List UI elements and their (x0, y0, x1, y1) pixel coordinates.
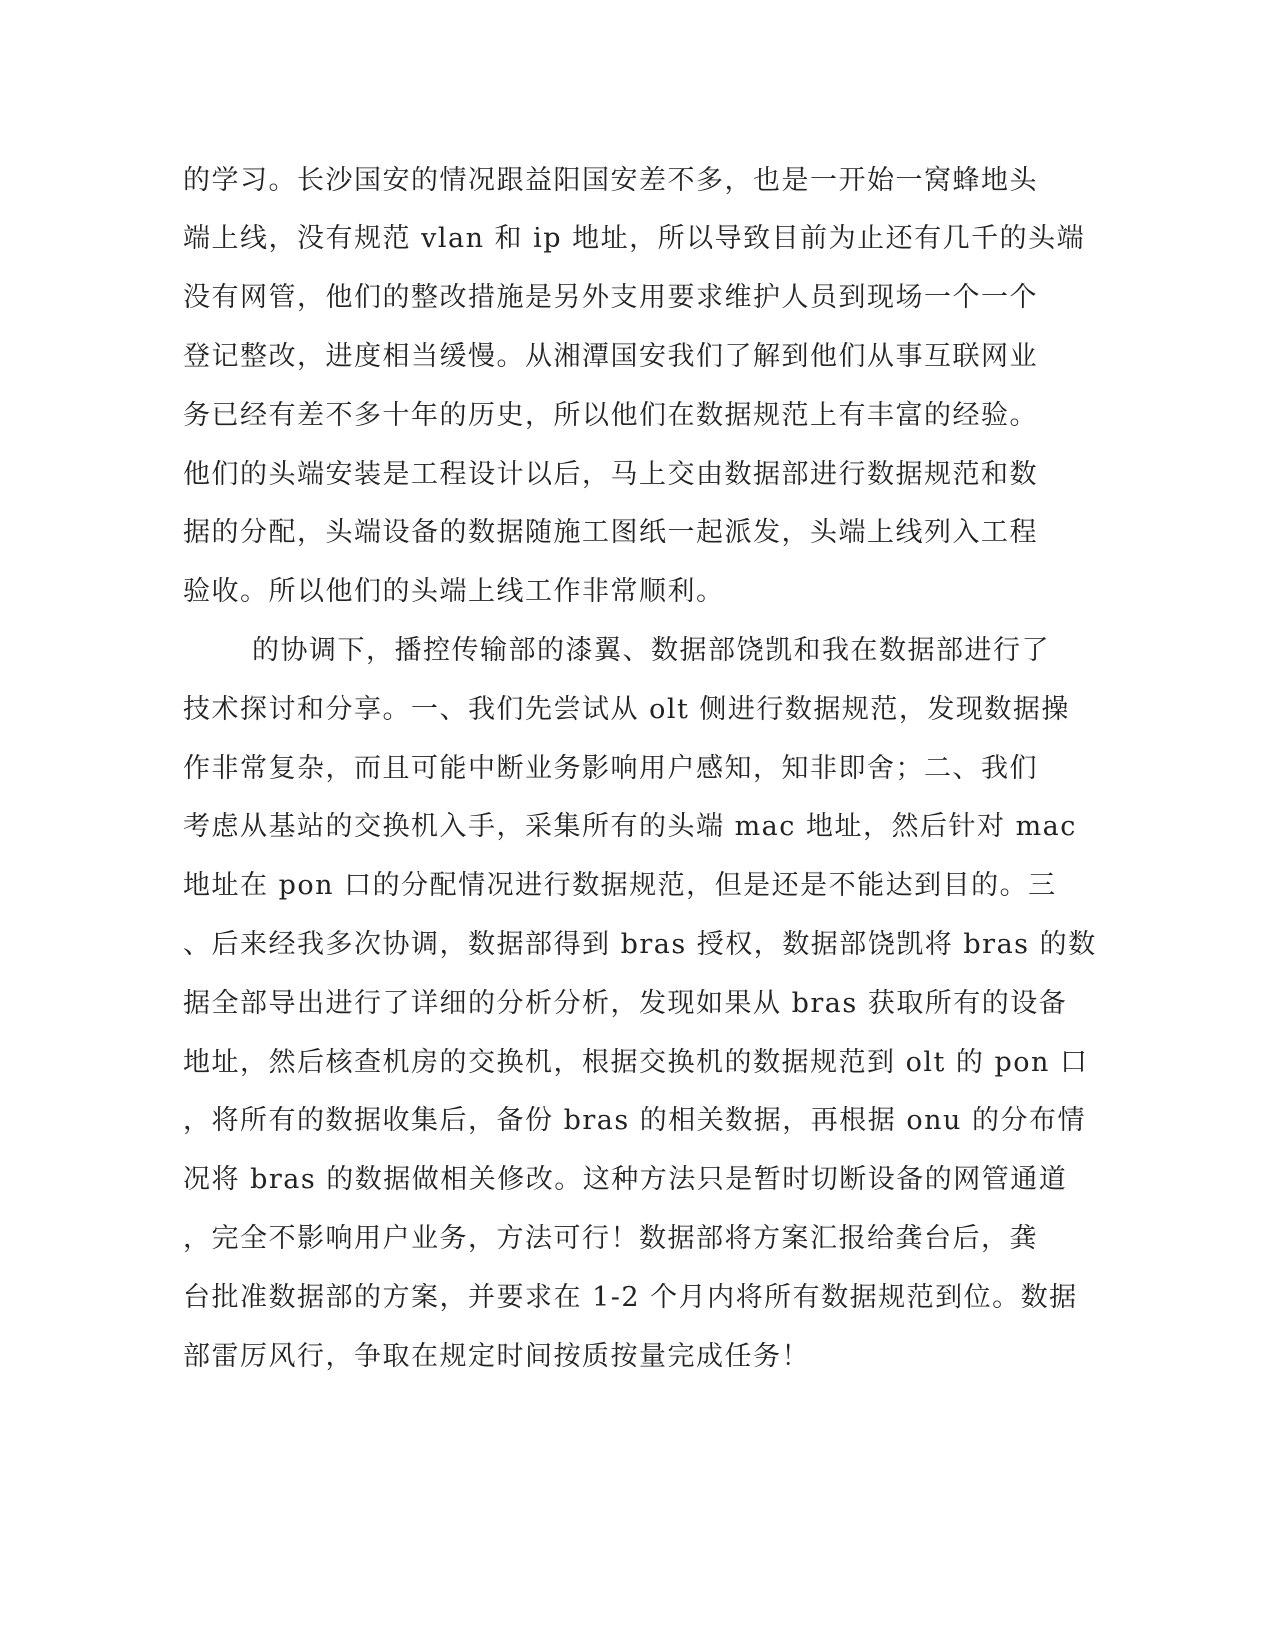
text-line: 他们的头端安装是工程设计以后，马上交由数据部进行数据规范和数 (183, 459, 1038, 490)
text-line: 地址，然后核查机房的交换机，根据交换机的数据规范到 olt 的 pon 口 (183, 1047, 1089, 1078)
text-line: 作非常复杂，而且可能中断业务影响用户感知，知非即舍；二、我们 (183, 753, 1038, 784)
text-line: ，完全不影响用户业务，方法可行！数据部将方案汇报给龚台后，龚 (183, 1223, 1038, 1254)
text-line: 据的分配，头端设备的数据随施工图纸一起派发，头端上线列入工程 (183, 517, 1038, 548)
text-line: 据全部导出进行了详细的分析分析，发现如果从 bras 获取所有的设备 (183, 988, 1068, 1019)
text-line: 地址在 pon 口的分配情况进行数据规范，但是还是不能达到目的。三 (183, 870, 1057, 901)
text-line: 务已经有差不多十年的历史，所以他们在数据规范上有丰富的经验。 (183, 400, 1038, 431)
text-line: 验收。所以他们的头端上线工作非常顺利。 (183, 576, 725, 607)
text-line: 端上线，没有规范 vlan 和 ip 地址，所以导致目前为止还有几千的头端 (183, 223, 1086, 254)
text-line: 考虑从基站的交换机入手，采集所有的头端 mac 地址，然后针对 mac (183, 811, 1077, 842)
text-line: 况将 bras 的数据做相关修改。这种方法只是暂时切断设备的网管通道 (183, 1164, 1068, 1195)
text-line: 登记整改，进度相当缓慢。从湘潭国安我们了解到他们从事互联网业 (183, 341, 1038, 372)
text-line: 的协调下，播控传输部的漆翼、数据部饶凯和我在数据部进行了 (252, 635, 1050, 666)
text-line: 技术探讨和分享。一、我们先尝试从 olt 侧进行数据规范，发现数据操 (183, 694, 1070, 725)
text-line: 的学习。长沙国安的情况跟益阳国安差不多，也是一开始一窝蜂地头 (183, 165, 1038, 196)
text-line: ，将所有的数据收集后，备份 bras 的相关数据，再根据 onu 的分布情 (183, 1105, 1087, 1136)
text-line: 台批准数据部的方案，并要求在 1-2 个月内将所有数据规范到位。数据 (183, 1282, 1078, 1313)
text-line: 没有网管，他们的整改措施是另外支用要求维护人员到现场一个一个 (183, 282, 1038, 313)
text-line: 、后来经我多次协调，数据部得到 bras 授权，数据部饶凯将 bras 的数 (183, 929, 1097, 960)
text-line: 部雷厉风行，争取在规定时间按质按量完成任务！ (183, 1341, 810, 1372)
